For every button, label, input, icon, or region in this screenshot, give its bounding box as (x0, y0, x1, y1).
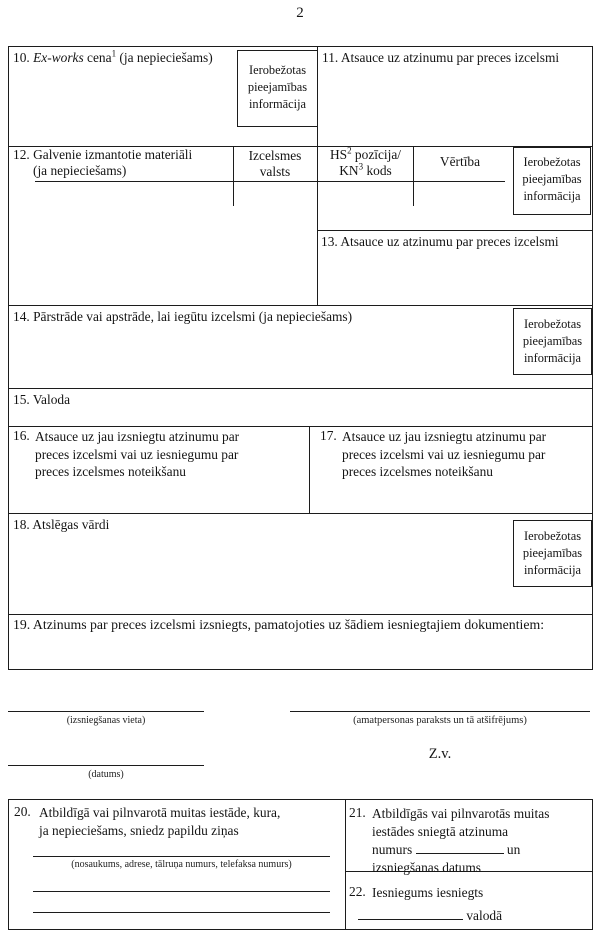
footnote-1-marker: 1 (111, 48, 117, 59)
official-signature-line (290, 711, 590, 712)
box20-fill-caption: (nosaukums, adrese, tālruņa numurs, telefaksa numurs) (71, 859, 292, 870)
box21-number: 21. (349, 805, 366, 820)
footnote-3-marker: 3 (358, 161, 364, 172)
box15-label: 15. Valoda (13, 392, 71, 407)
main-form-table (8, 46, 593, 670)
column-header-hs-kn-code: $HS^2$ pozīcija/ $KN^3$ kods (329, 145, 402, 178)
box10-label: 10. Ex-works cena$^1$ (ja nepieciešams) (13, 48, 213, 65)
page-number: 2 (296, 5, 304, 21)
box10-number: 10. (13, 50, 30, 65)
box13-label: 13. Atsauce uz atzinumu par preces izcelsmi (321, 234, 559, 249)
footnote-2-marker: 2 (347, 145, 352, 156)
divider-row14-bottom (9, 388, 592, 389)
box22-language-row: valodā (358, 908, 502, 924)
box20-fill-line-2 (33, 891, 330, 892)
box20-fill-line-1 (33, 856, 330, 857)
divider-box20-box21 (345, 800, 346, 929)
box18-label: 18. Atslēgas vārdi (13, 517, 110, 532)
box20-label: Atbildīgā vai pilnvarotā muitas iestāde, kura, ja nepieciešams, sniedz papildu ziņas (39, 805, 281, 838)
date-caption: (datums) (88, 769, 124, 780)
issue-date-blank (484, 860, 577, 872)
box17-number: 17. (320, 428, 337, 443)
restricted-info-box-12: Ierobežotas pieejamības informācija (513, 147, 591, 215)
divider-row18-bottom (9, 614, 592, 615)
restricted-info-box-18: Ierobežotas pieejamības informācija (513, 520, 592, 587)
box21-label: Atbildīgās vai pilnvarotās muitas iestādes sniegtā atzinuma numurs un izsniegšanas datums (372, 805, 577, 877)
box17-label: Atsauce uz jau izsniegtu atzinumu par preces izcelsmi vai uz iesniegumu par preces izcelsmes noteikšanu (342, 429, 547, 479)
box16-number: 16. (13, 428, 30, 443)
issue-place-caption: (izsniegšanas vieta) (66, 715, 146, 726)
box16-label: Atsauce uz jau izsniegtu atzinumu par preces izcelsmi vai uz iesniegumu par preces izcelsmes noteikšanu (35, 429, 240, 479)
box12-label-line2: (ja nepieciešams) (33, 163, 127, 178)
box20-number: 20. (14, 804, 31, 819)
restricted-info-box-10: Ierobežotas pieejamības informācija (237, 50, 318, 127)
box12-label-line1: 12. Galvenie izmantotie materiāli (13, 147, 193, 162)
box22-number: 22. (349, 884, 366, 899)
column-header-origin-country: Izcelsmes valsts (248, 148, 302, 179)
box10-exworks-term: Ex-works (33, 50, 84, 65)
issue-place-line (8, 711, 204, 712)
box19-label: 19. Atzinums par preces izcelsmi izsniegts, pamatojoties uz šādiem iesniegtajiem dokumentiem: (13, 617, 545, 632)
box14-label: 14. Pārstrāde vai apstrāde, lai iegūtu izcelsmi (ja nepieciešams) (13, 309, 353, 324)
box22-label: Iesniegums iesniegts (372, 885, 484, 900)
divider-row16-17-bottom (9, 513, 592, 514)
divider-row12-bottom (9, 305, 592, 306)
column-header-value: Vērtība (439, 154, 481, 169)
divider-box16-box17 (309, 426, 310, 513)
box11-label: 11. Atsauce uz atzinumu par preces izcelsmi (322, 50, 560, 65)
seal-placeholder: Z.v. (428, 746, 452, 762)
restricted-info-box-14: Ierobežotas pieejamības informācija (513, 308, 592, 375)
box20-fill-line-3 (33, 912, 330, 913)
date-line (8, 765, 204, 766)
opinion-number-blank (416, 842, 504, 854)
official-signature-caption: (amatpersonas paraksts un tā atšifrējums) (353, 715, 527, 726)
divider-row15-bottom (9, 426, 592, 427)
box13-top-border (317, 230, 592, 231)
customs-office-table (8, 799, 593, 930)
language-blank (358, 908, 463, 920)
row12-header-underline (35, 181, 505, 182)
